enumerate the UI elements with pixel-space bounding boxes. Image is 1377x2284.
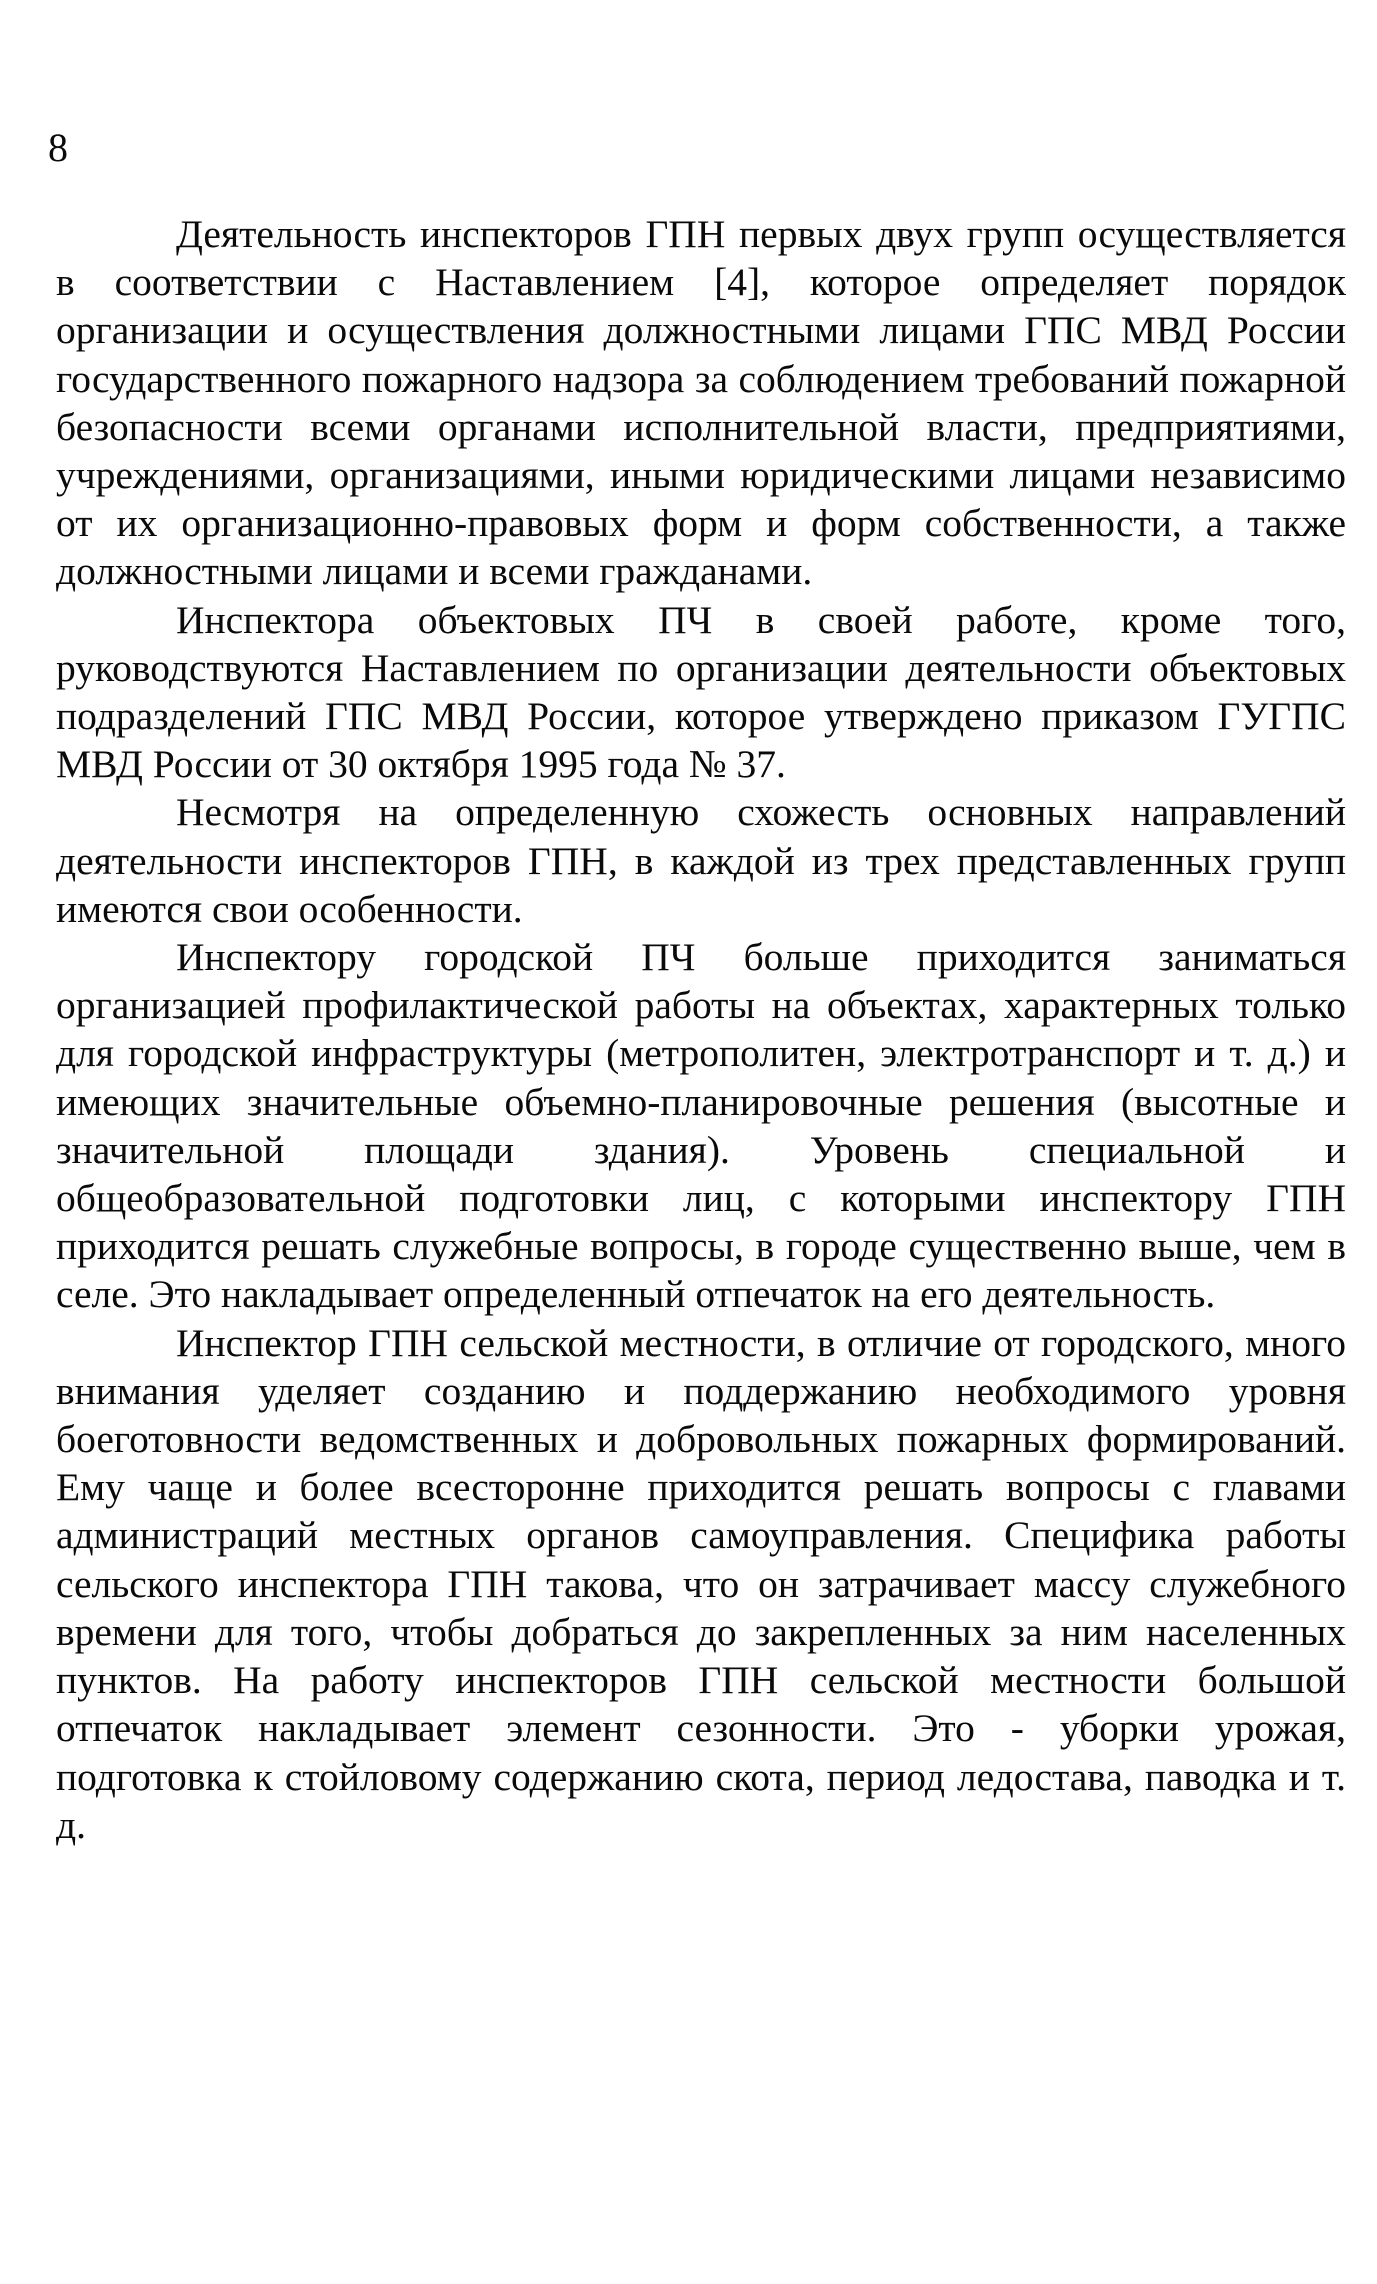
paragraph-2: Инспектора объектовых ПЧ в своей работе, кроме того, руководствуются Наставлением по организации деятельности объектовых подразделений ГПС МВД России, которое утверждено приказом ГУГПС МВД России от 30 октября 1995 года № 37.	[56, 597, 1346, 787]
paragraph-1: Деятельность инспекторов ГПН первых двух групп осуществляется в соответствии с Наставлением [4], которое определяет порядок организации и осуществления должностными лицами ГПС МВД России государственного пожарного надзора за соблюдением требований пожарной безопасности всеми органами исполнительной власти, предприятиями, учреждениями, организациями, иными юридическими лицами независимо от их организационно-правовых форм и форм собственности, а также должностными лицами и всеми гражданами.	[56, 212, 1346, 594]
page-number: 8	[48, 125, 68, 170]
body-text	[56, 210, 1346, 1849]
paragraph-5: Инспектор ГПН сельской местности, в отличие от городского, много внимания уделяет созданию и поддержанию необходимого уровня боеготовности ведомственных и добровольных пожарных формирований. Ему чаще и более всесторонне приходится решать вопросы с главами администраций местных органов самоуправления. Специфика работы сельского инспектора ГПН такова, что он затрачивает массу служебного времени для того, чтобы добраться до закрепленных за ним населенных пунктов. На работу инспекторов ГПН сельской местности большой отпечаток накладывает элемент сезонности. Это - уборки урожая, подготовка к стойловому содержанию скота, период ледостава, паводка и т. д.	[56, 1320, 1346, 1847]
paragraph-4: Инспектору городской ПЧ больше приходится заниматься организацией профилактической работы на объектах, характерных только для городской инфраструктуры (метрополитен, электротранспорт и т. д.) и имеющих значительные объемно-планировочные решения (высотные и значительной площади здания). Уровень специальной и общеобразовательной подготовки лиц, с которыми инспектору ГПН приходится решать служебные вопросы, в городе существенно выше, чем в селе. Это накладывает определенный отпечаток на его деятельность.	[56, 935, 1346, 1317]
paragraph-3: Несмотря на определенную схожесть основных направлений деятельности инспекторов ГПН, в каждой из трех представленных групп имеются свои особенности.	[56, 790, 1346, 931]
